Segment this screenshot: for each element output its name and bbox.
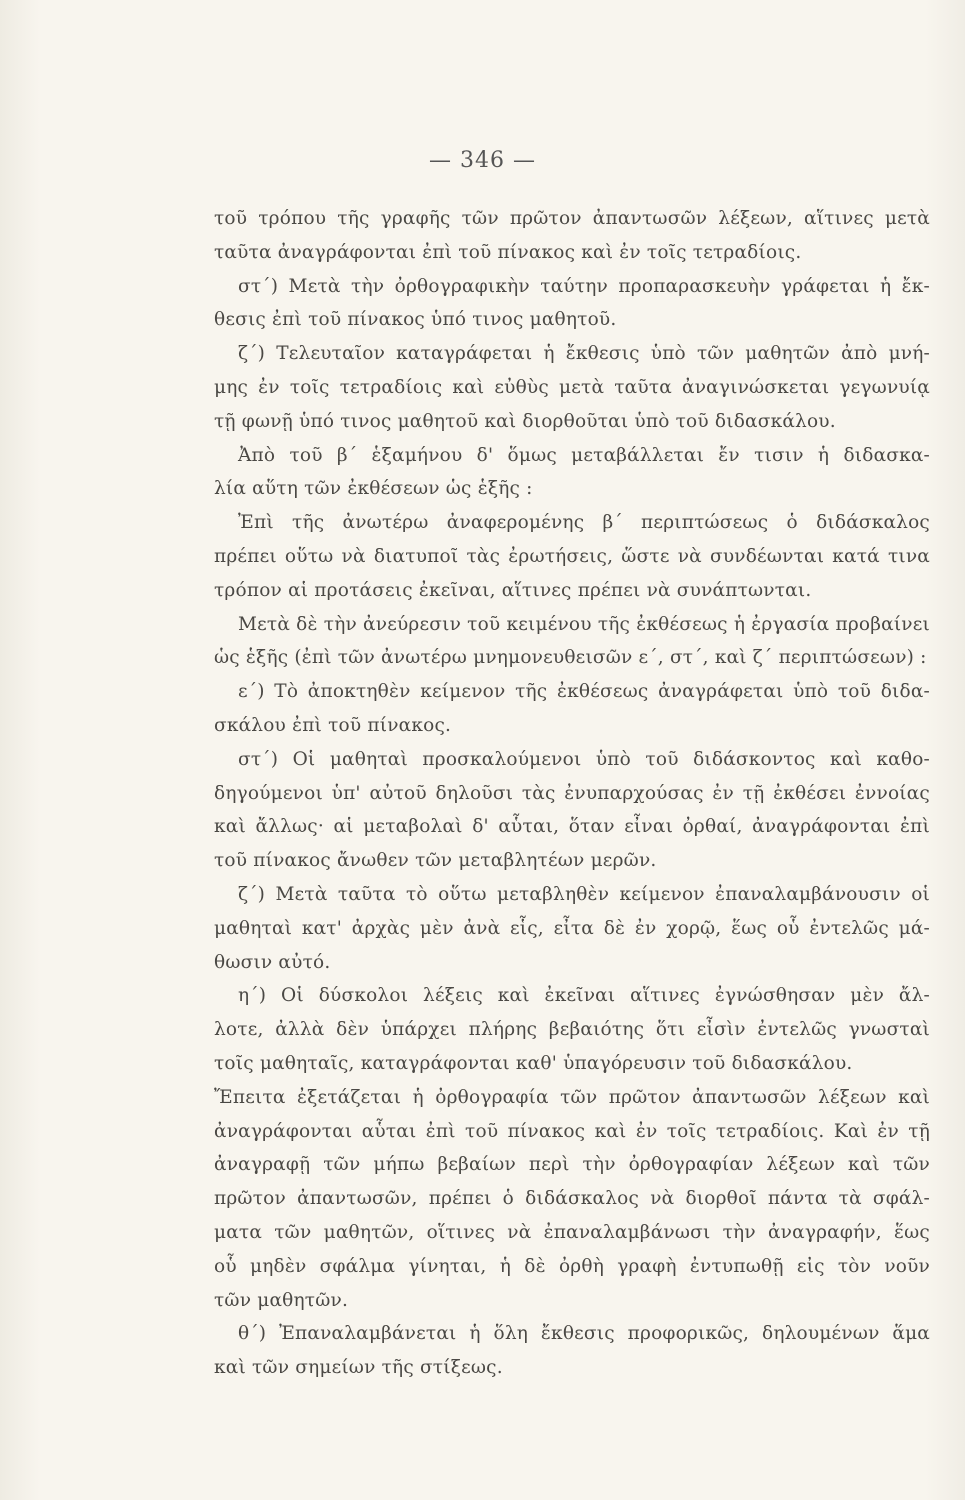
text-line: θ΄) Ἐπαναλαμβάνεται ἡ ὅλη ἔκθεσις προφορικῶς, δηλουμένων ἅμα — [238, 1323, 930, 1345]
text-line: μαθηταὶ κατ' ἀρχὰς μὲν ἀνὰ εἷς, εἶτα δὲ ἐν χορῷ, ἕως οὗ ἐντελῶς μά- — [214, 917, 930, 939]
text-line: τρόπον αἱ προτάσεις ἐκεῖναι, αἵτινες πρέπει νὰ συνάπτωνται. — [214, 579, 812, 601]
text-line: τοῦ πίνακος ἄνωθεν τῶν μεταβλητέων μερῶν. — [214, 850, 657, 872]
text-line: Μετὰ δὲ τὴν ἀνεύρεσιν τοῦ κειμένου τῆς ἐκθέσεως ἡ ἐργασία προβαίνει — [238, 613, 930, 635]
text-line: ζ΄) Μετὰ ταῦτα τὸ οὕτω μεταβληθὲν κείμενον ἐπαναλαμβάνουσιν οἱ — [238, 883, 930, 905]
text-line: ε΄) Τὸ ἀποκτηθὲν κείμενον τῆς ἐκθέσεως ἀναγράφεται ὑπὸ τοῦ διδα- — [238, 681, 930, 703]
text-line: λοτε, ἀλλὰ δὲν ὑπάρχει πλήρης βεβαιότης ὅτι εἶσὶν ἐντελῶς γνωσταὶ — [214, 1019, 930, 1041]
text-line: καὶ τῶν σημείων τῆς στίξεως. — [214, 1357, 503, 1379]
text-line: ἀναγραφῇ τῶν μήπω βεβαίων περὶ τὴν ὀρθογραφίαν λέξεων καὶ τῶν — [214, 1154, 930, 1176]
text-line: μης ἐν τοῖς τετραδίοις καὶ εὐθὺς μετὰ ταῦτα ἀναγινώσκεται γεγωνυίᾳ — [214, 376, 930, 398]
body-text — [214, 202, 930, 1385]
text-line: θωσιν αὐτό. — [214, 951, 331, 973]
text-line: σκάλου ἐπὶ τοῦ πίνακος. — [214, 714, 452, 736]
text-line: θεσις ἐπὶ τοῦ πίνακος ὑπό τινος μαθητοῦ. — [214, 309, 617, 331]
text-line: τῇ φωνῇ ὑπό τινος μαθητοῦ καὶ διορθοῦται ὑπὸ τοῦ διδασκάλου. — [214, 410, 836, 432]
text-line: ὡς ἑξῆς (ἐπὶ τῶν ἀνωτέρω μνημονευθεισῶν ε΄, στ΄, καὶ ζ΄ περιπτώσεων) : — [214, 647, 927, 669]
text-line: ματα τῶν μαθητῶν, οἵτινες νὰ ἐπαναλαμβάνωσι τὴν ἀναγραφήν, ἕως — [214, 1221, 930, 1243]
page-number: — 346 — — [429, 148, 536, 173]
text-line: ἀναγράφονται αὗται ἐπὶ τοῦ πίνακος καὶ ἐν τοῖς τετραδίοις. Καὶ ἐν τῇ — [214, 1120, 930, 1142]
text-line: στ΄) Μετὰ τὴν ὀρθογραφικὴν ταύτην προπαρασκευὴν γράφεται ἡ ἔκ- — [238, 275, 930, 297]
text-line: Ἐπὶ τῆς ἀνωτέρω ἀναφερομένης β΄ περιπτώσεως ὁ διδάσκαλος — [238, 512, 930, 534]
text-line: στ΄) Οἱ μαθηταὶ προσκαλούμενοι ὑπὸ τοῦ διδάσκοντος καὶ καθο- — [238, 748, 930, 770]
text-line: πρέπει οὕτω νὰ διατυποῖ τὰς ἐρωτήσεις, ὥστε νὰ συνδέωνται κατά τινα — [214, 545, 930, 567]
text-line: οὗ μηδὲν σφάλμα γίνηται, ἡ δὲ ὀρθὴ γραφὴ ἐντυπωθῇ εἰς τὸν νοῦν — [214, 1255, 930, 1277]
text-line: ταῦτα ἀναγράφονται ἐπὶ τοῦ πίνακος καὶ ἐν τοῖς τετραδίοις. — [214, 241, 802, 263]
text-line: καὶ ἄλλως· αἱ μεταβολαὶ δ' αὗται, ὅταν εἶναι ὀρθαί, ἀναγράφονται ἐπὶ — [214, 816, 930, 838]
text-line: τοῦ τρόπου τῆς γραφῆς τῶν πρῶτον ἀπαντωσῶν λέξεων, αἵτινες μετὰ — [214, 208, 930, 229]
text-line: ζ΄) Τελευταῖον καταγράφεται ἡ ἔκθεσις ὑπὸ τῶν μαθητῶν ἀπὸ μνή- — [238, 343, 930, 365]
text-line: δηγούμενοι ὑπ' αὐτοῦ δηλοῦσι τὰς ἐνυπαρχούσας ἐν τῇ ἐκθέσει ἐννοίας — [214, 782, 930, 804]
text-line: Ἀπὸ τοῦ β΄ ἑξαμήνου δ' ὅμως μεταβάλλεται ἔν τισιν ἡ διδασκα- — [238, 444, 930, 466]
text-line: λία αὕτη τῶν ἐκθέσεων ὡς ἑξῆς : — [214, 478, 533, 500]
text-line: τῶν μαθητῶν. — [214, 1289, 349, 1311]
text-line: η΄) Οἱ δύσκολοι λέξεις καὶ ἐκεῖναι αἵτινες ἐγνώσθησαν μὲν ἄλ- — [238, 985, 930, 1007]
text-line: τοῖς μαθηταῖς, καταγράφονται καθ' ὑπαγόρευσιν τοῦ διδασκάλου. — [214, 1052, 853, 1074]
text-line: πρῶτον ἀπαντωσῶν, πρέπει ὁ διδάσκαλος νὰ διορθοῖ πάντα τὰ σφάλ- — [214, 1188, 930, 1210]
text-line: Ἔπειτα ἐξετάζεται ἡ ὀρθογραφία τῶν πρῶτον ἀπαντωσῶν λέξεων καὶ — [214, 1086, 930, 1108]
